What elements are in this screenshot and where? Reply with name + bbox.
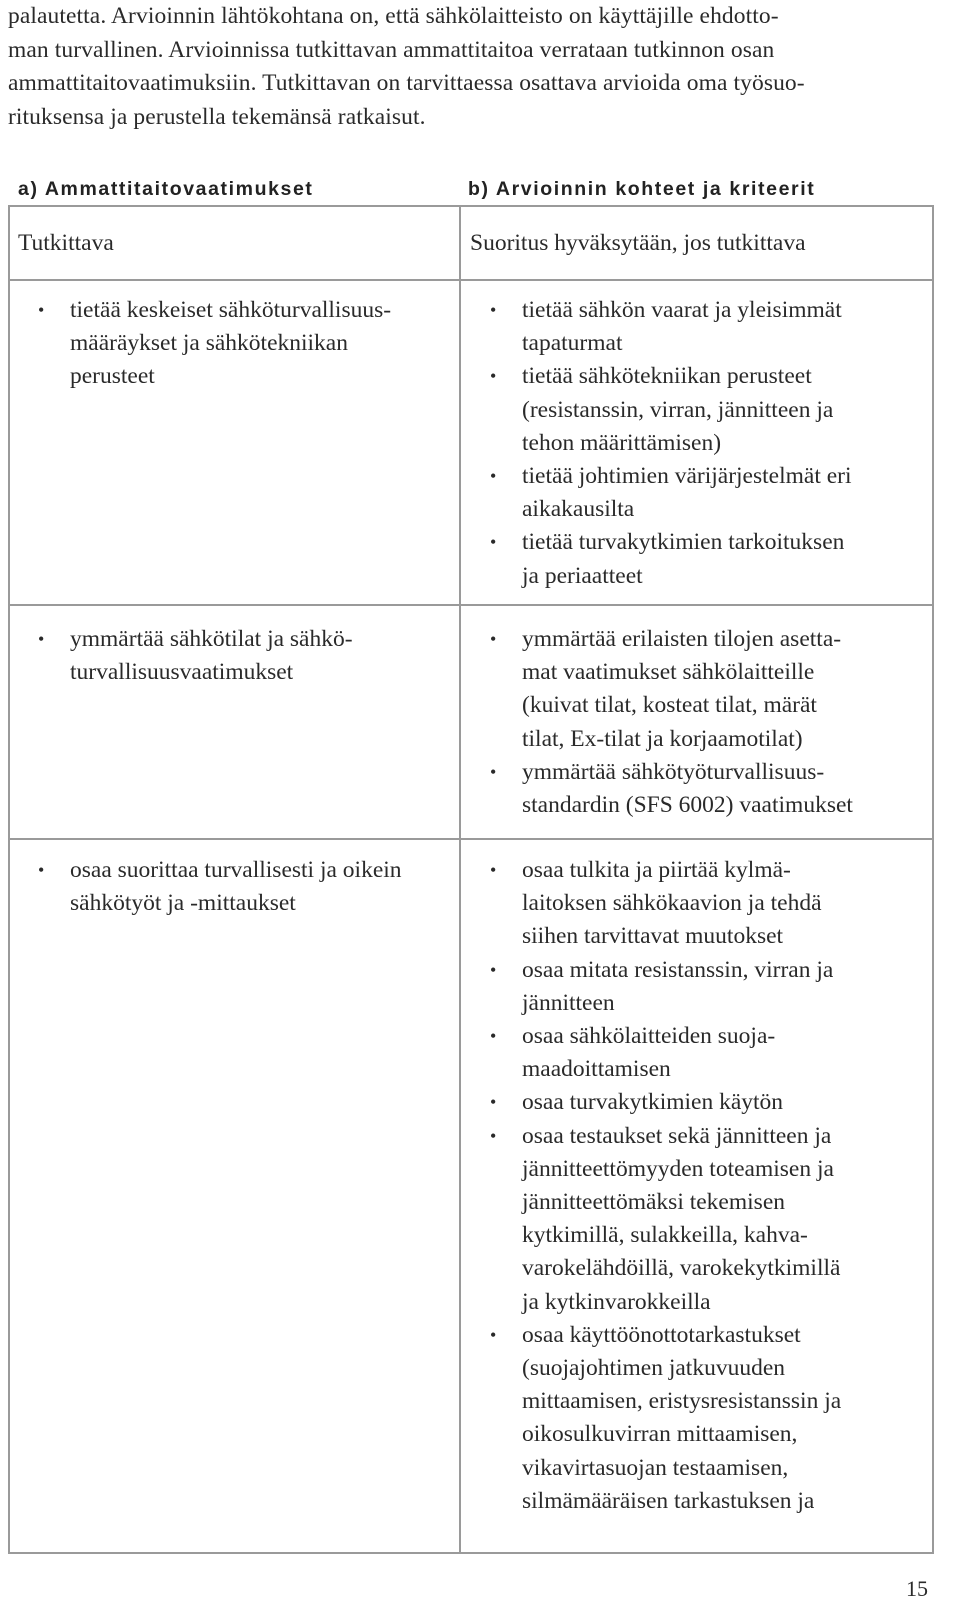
bullet-text-line: tietää keskeiset sähköturvallisuus- <box>70 297 392 323</box>
table-rule <box>8 205 934 207</box>
bullet-item <box>464 460 932 526</box>
bullet-text-line: määräykset ja sähkötekniikan <box>70 330 348 357</box>
bullet-text-line: vikavirtasuojan testaamisen, <box>522 1454 789 1481</box>
bullet-text-line: ymmärtää sähkötyöturvallisuus- <box>522 758 825 785</box>
bullet-icon: • <box>490 959 497 980</box>
requirements-table <box>8 168 934 1554</box>
bullet-text-line: mat vaatimukset sähkölaitteille <box>522 659 815 686</box>
bullet-text-line: maadoittamisen <box>522 1056 671 1083</box>
bullet-icon: • <box>490 1092 497 1113</box>
bullet-text-line: (resistanssin, virran, jännitteen ja <box>522 396 834 423</box>
table-border <box>8 205 10 1554</box>
bullet-icon: • <box>38 629 45 649</box>
bullet-text-line: ymmärtää erilaisten tilojen asetta- <box>522 626 842 652</box>
bullet-text-line: silmämääräisen tarkastuksen ja <box>522 1487 815 1514</box>
bullet-text-line: osaa suorittaa turvallisesti ja oikein <box>70 857 402 883</box>
bullet-text-line: ymmärtää sähkötilat ja sähkö- <box>70 626 353 652</box>
intro-paragraph <box>8 0 928 134</box>
bullet-text-line: varokelähdöillä, varokekytkimillä <box>522 1255 841 1282</box>
bullet-text-line: turvallisuusvaatimukset <box>70 659 294 686</box>
bullet-text-line: jännitteen <box>522 989 615 1016</box>
bullet-icon: • <box>490 1125 497 1146</box>
column-header-a: a) Ammattitaitovaatimukset <box>18 178 314 200</box>
column-subheader-b: Suoritus hyväksytään, jos tutkittava <box>470 230 806 256</box>
bullet-text-line: osaa sähkölaitteiden suoja- <box>522 1023 776 1050</box>
bullet-icon: • <box>490 366 497 387</box>
bullet-item <box>464 294 932 360</box>
table-rule <box>8 1552 934 1554</box>
bullet-text-line: kytkimillä, sulakkeilla, kahva- <box>522 1222 808 1249</box>
bullet-icon: • <box>38 860 45 880</box>
table-rule <box>8 838 934 840</box>
bullet-icon: • <box>490 466 497 487</box>
bullet-icon: • <box>490 300 497 320</box>
bullet-text-line: laitoksen sähkökaavion ja tehdä <box>522 890 822 917</box>
bullet-text-line: tapaturmat <box>522 330 623 357</box>
bullet-item <box>464 954 932 1020</box>
intro-line: palautetta. Arvioinnin lähtökohtana on, että sähkölaitteisto on käyttäjille ehdotto- <box>8 3 779 29</box>
bullet-text-line: standardin (SFS 6002) vaatimukset <box>522 792 853 819</box>
bullet-item <box>464 756 932 822</box>
bullet-text-line: perusteet <box>70 363 155 390</box>
bullet-text-line: tehon määrittämisen) <box>522 429 722 456</box>
table-border <box>932 205 934 1554</box>
table-column-divider <box>459 205 461 1554</box>
table-rule <box>8 279 934 281</box>
bullet-text-line: osaa mitata resistanssin, virran ja <box>522 956 834 983</box>
bullet-item <box>464 1020 932 1086</box>
cell-row2-a <box>12 623 457 689</box>
page-number: 15 <box>906 1576 928 1601</box>
bullet-item <box>12 623 457 689</box>
intro-line: ammattitaitovaatimuksiin. Tutkittavan on tarvittaessa osattava arvioida oma työsuo- <box>8 70 805 96</box>
bullet-text-line: ja kytkinvarokkeilla <box>522 1288 711 1315</box>
bullet-text-line: jännitteettömyyden toteamisen ja <box>522 1155 834 1182</box>
bullet-item <box>464 854 932 954</box>
bullet-icon: • <box>490 532 497 553</box>
bullet-text-line: tietää sähkön vaarat ja yleisimmät <box>522 297 842 323</box>
bullet-text-line: jännitteettömäksi tekemisen <box>522 1189 785 1216</box>
cell-row3-a <box>12 854 457 920</box>
bullet-text-line: oikosulkuvirran mittaamisen, <box>522 1421 798 1448</box>
bullet-item <box>12 294 457 394</box>
bullet-item <box>12 854 457 920</box>
cell-row2-b <box>464 623 932 822</box>
bullet-text-line: tilat, Ex-tilat ja korjaamotilat) <box>522 725 803 752</box>
cell-row3-b <box>464 854 932 1518</box>
intro-line: man turvallinen. Arvioinnissa tutkittavan ammattitaitoa verrataan tutkinnon osan <box>8 36 775 63</box>
bullet-item <box>464 1319 932 1518</box>
bullet-text-line: (kuivat tilat, kosteat tilat, märät <box>522 692 817 719</box>
bullet-text-line: tietää johtimien värijärjestelmät eri <box>522 463 852 490</box>
bullet-text-line: tietää turvakytkimien tarkoituksen <box>522 529 845 556</box>
bullet-text-line: aikakausilta <box>522 496 635 523</box>
bullet-text-line: osaa turvakytkimien käytön <box>522 1089 784 1116</box>
bullet-item <box>464 623 932 756</box>
column-header-b: b) Arvioinnin kohteet ja kriteerit <box>468 178 816 200</box>
bullet-item <box>464 1086 932 1119</box>
bullet-item <box>464 526 932 592</box>
bullet-text-line: osaa käyttöönottotarkastukset <box>522 1321 801 1348</box>
bullet-icon: • <box>490 1324 497 1345</box>
bullet-icon: • <box>38 300 45 320</box>
bullet-icon: • <box>490 629 497 649</box>
bullet-text-line: mittaamisen, eristysresistanssin ja <box>522 1388 842 1415</box>
intro-line: rituksensa ja perustella tekemänsä ratkaisut. <box>8 103 426 130</box>
bullet-text-line: tietää sähkötekniikan perusteet <box>522 363 812 390</box>
bullet-icon: • <box>490 1026 497 1047</box>
column-subheader-a: Tutkittava <box>18 230 114 256</box>
bullet-text-line: sähkötyöt ja -mittaukset <box>70 890 296 917</box>
bullet-text-line: osaa tulkita ja piirtää kylmä- <box>522 857 791 883</box>
cell-row1-b <box>464 294 932 593</box>
bullet-text-line: (suojajohtimen jatkuvuuden <box>522 1355 786 1382</box>
bullet-item <box>464 1120 932 1319</box>
bullet-text-line: ja periaatteet <box>522 562 643 589</box>
bullet-text-line: siihen tarvittavat muutokset <box>522 923 784 950</box>
table-rule <box>8 604 934 606</box>
cell-row1-a <box>12 294 457 394</box>
bullet-item <box>464 360 932 460</box>
bullet-icon: • <box>490 860 497 880</box>
bullet-icon: • <box>490 761 497 782</box>
bullet-text-line: osaa testaukset sekä jännitteen ja <box>522 1122 832 1149</box>
